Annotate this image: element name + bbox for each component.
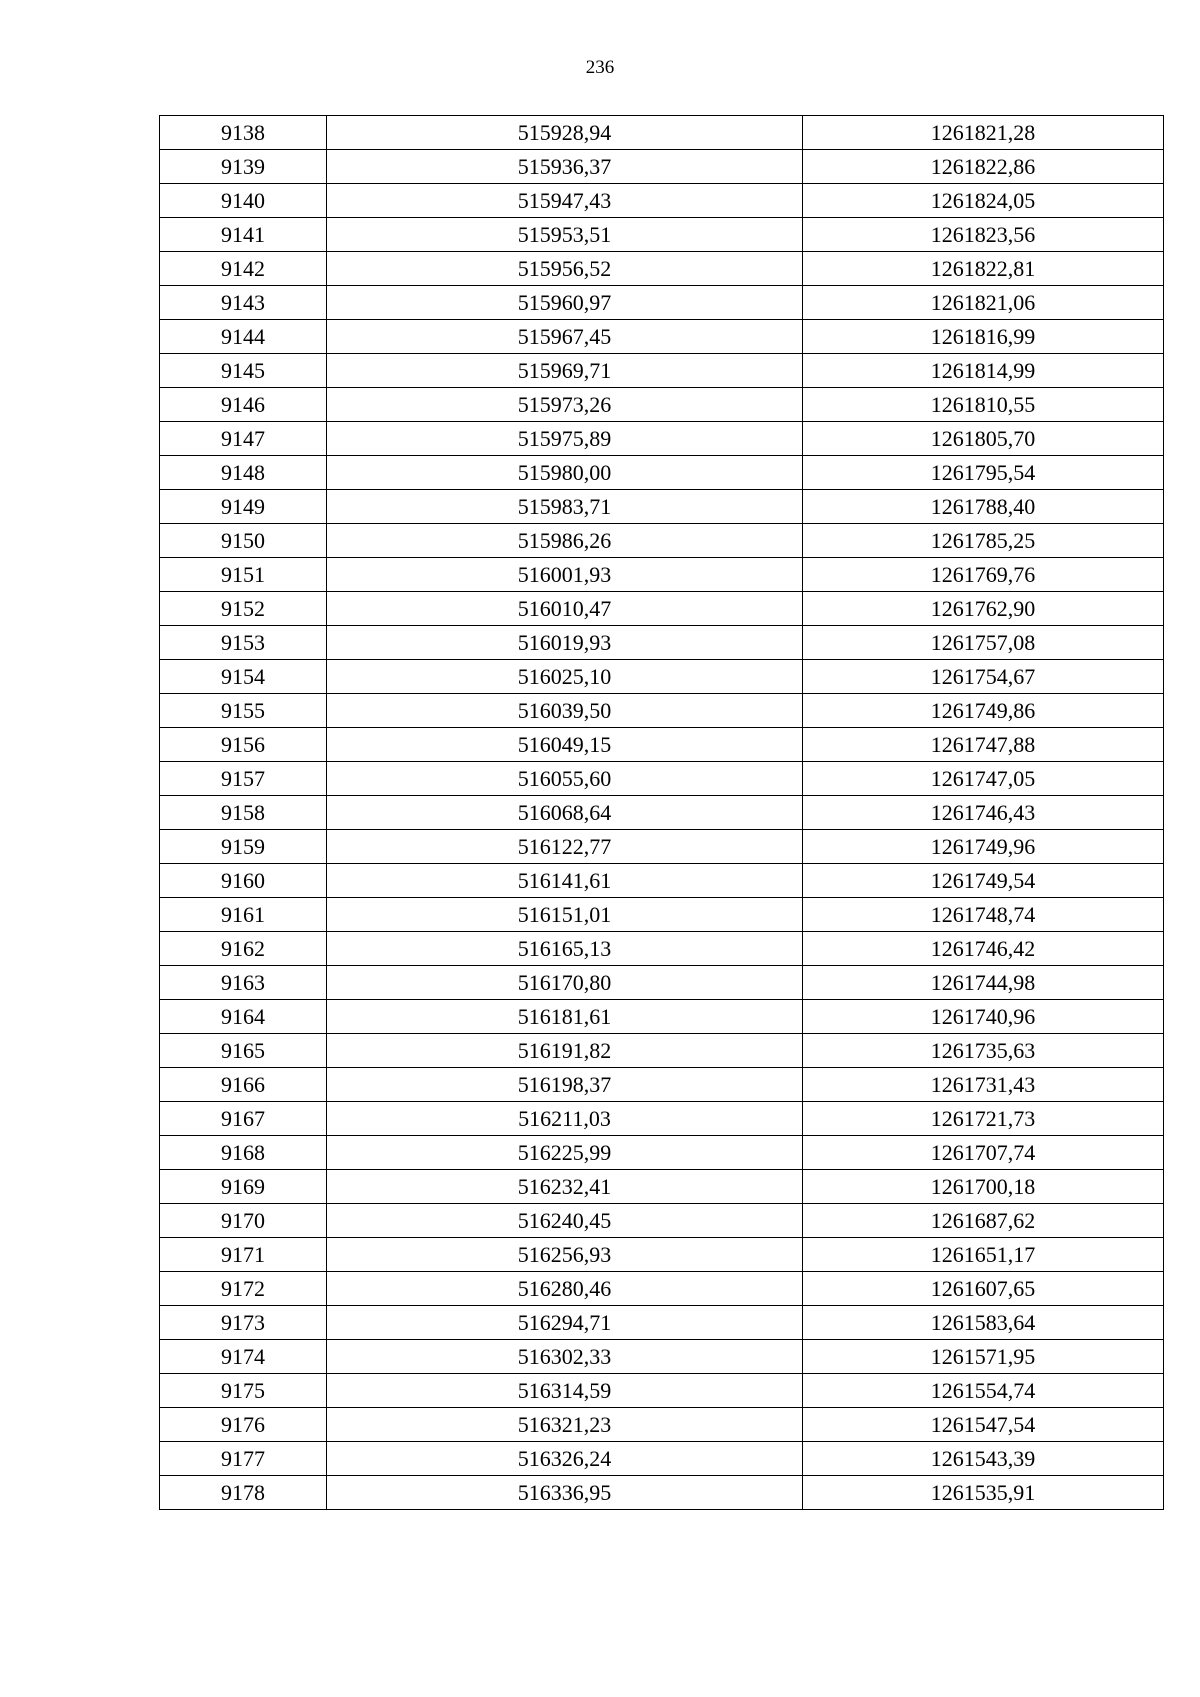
table-row bbox=[160, 218, 1164, 252]
y-coordinate-cell: 1261762,90 bbox=[803, 592, 1164, 626]
point-number-cell: 9143 bbox=[160, 286, 327, 320]
point-number-cell: 9153 bbox=[160, 626, 327, 660]
table-row bbox=[160, 728, 1164, 762]
table-row bbox=[160, 1442, 1164, 1476]
point-number-cell: 9158 bbox=[160, 796, 327, 830]
point-number-cell: 9160 bbox=[160, 864, 327, 898]
point-number-cell: 9164 bbox=[160, 1000, 327, 1034]
y-coordinate-cell: 1261744,98 bbox=[803, 966, 1164, 1000]
table-row bbox=[160, 1476, 1164, 1510]
y-coordinate-cell: 1261700,18 bbox=[803, 1170, 1164, 1204]
x-coordinate-cell: 516256,93 bbox=[327, 1238, 803, 1272]
table-row bbox=[160, 1340, 1164, 1374]
point-number-cell: 9159 bbox=[160, 830, 327, 864]
x-coordinate-cell: 516010,47 bbox=[327, 592, 803, 626]
table-row bbox=[160, 830, 1164, 864]
y-coordinate-cell: 1261821,06 bbox=[803, 286, 1164, 320]
y-coordinate-cell: 1261707,74 bbox=[803, 1136, 1164, 1170]
x-coordinate-cell: 515980,00 bbox=[327, 456, 803, 490]
x-coordinate-cell: 516198,37 bbox=[327, 1068, 803, 1102]
y-coordinate-cell: 1261749,96 bbox=[803, 830, 1164, 864]
x-coordinate-cell: 516165,13 bbox=[327, 932, 803, 966]
point-number-cell: 9144 bbox=[160, 320, 327, 354]
point-number-cell: 9152 bbox=[160, 592, 327, 626]
table-row bbox=[160, 762, 1164, 796]
point-number-cell: 9177 bbox=[160, 1442, 327, 1476]
table-row bbox=[160, 592, 1164, 626]
table-row bbox=[160, 898, 1164, 932]
point-number-cell: 9166 bbox=[160, 1068, 327, 1102]
point-number-cell: 9176 bbox=[160, 1408, 327, 1442]
table-row bbox=[160, 456, 1164, 490]
table-row bbox=[160, 966, 1164, 1000]
page-number: 236 bbox=[585, 57, 615, 78]
point-number-cell: 9147 bbox=[160, 422, 327, 456]
point-number-cell: 9149 bbox=[160, 490, 327, 524]
y-coordinate-cell: 1261543,39 bbox=[803, 1442, 1164, 1476]
x-coordinate-cell: 515956,52 bbox=[327, 252, 803, 286]
table-row bbox=[160, 1034, 1164, 1068]
x-coordinate-cell: 515983,71 bbox=[327, 490, 803, 524]
point-number-cell: 9171 bbox=[160, 1238, 327, 1272]
y-coordinate-cell: 1261823,56 bbox=[803, 218, 1164, 252]
point-number-cell: 9161 bbox=[160, 898, 327, 932]
y-coordinate-cell: 1261822,81 bbox=[803, 252, 1164, 286]
y-coordinate-cell: 1261824,05 bbox=[803, 184, 1164, 218]
y-coordinate-cell: 1261583,64 bbox=[803, 1306, 1164, 1340]
table-row bbox=[160, 1272, 1164, 1306]
x-coordinate-cell: 516336,95 bbox=[327, 1476, 803, 1510]
y-coordinate-cell: 1261746,42 bbox=[803, 932, 1164, 966]
point-number-cell: 9172 bbox=[160, 1272, 327, 1306]
table-row bbox=[160, 354, 1164, 388]
x-coordinate-cell: 516068,64 bbox=[327, 796, 803, 830]
point-number-cell: 9155 bbox=[160, 694, 327, 728]
point-number-cell: 9140 bbox=[160, 184, 327, 218]
point-number-cell: 9169 bbox=[160, 1170, 327, 1204]
x-coordinate-cell: 516326,24 bbox=[327, 1442, 803, 1476]
point-number-cell: 9167 bbox=[160, 1102, 327, 1136]
table-row bbox=[160, 694, 1164, 728]
point-number-cell: 9138 bbox=[160, 116, 327, 150]
x-coordinate-cell: 515928,94 bbox=[327, 116, 803, 150]
y-coordinate-cell: 1261795,54 bbox=[803, 456, 1164, 490]
point-number-cell: 9148 bbox=[160, 456, 327, 490]
y-coordinate-cell: 1261535,91 bbox=[803, 1476, 1164, 1510]
table-row bbox=[160, 320, 1164, 354]
table-row bbox=[160, 252, 1164, 286]
x-coordinate-cell: 516240,45 bbox=[327, 1204, 803, 1238]
table-row bbox=[160, 1068, 1164, 1102]
x-coordinate-cell: 516039,50 bbox=[327, 694, 803, 728]
coordinates-table-body bbox=[160, 116, 1164, 1510]
table-row bbox=[160, 1408, 1164, 1442]
x-coordinate-cell: 516122,77 bbox=[327, 830, 803, 864]
y-coordinate-cell: 1261747,88 bbox=[803, 728, 1164, 762]
table-row bbox=[160, 864, 1164, 898]
y-coordinate-cell: 1261721,73 bbox=[803, 1102, 1164, 1136]
point-number-cell: 9154 bbox=[160, 660, 327, 694]
point-number-cell: 9150 bbox=[160, 524, 327, 558]
table-row bbox=[160, 116, 1164, 150]
y-coordinate-cell: 1261749,54 bbox=[803, 864, 1164, 898]
y-coordinate-cell: 1261731,43 bbox=[803, 1068, 1164, 1102]
x-coordinate-cell: 515953,51 bbox=[327, 218, 803, 252]
y-coordinate-cell: 1261814,99 bbox=[803, 354, 1164, 388]
point-number-cell: 9174 bbox=[160, 1340, 327, 1374]
y-coordinate-cell: 1261757,08 bbox=[803, 626, 1164, 660]
x-coordinate-cell: 516280,46 bbox=[327, 1272, 803, 1306]
x-coordinate-cell: 516049,15 bbox=[327, 728, 803, 762]
x-coordinate-cell: 516055,60 bbox=[327, 762, 803, 796]
point-number-cell: 9162 bbox=[160, 932, 327, 966]
x-coordinate-cell: 515936,37 bbox=[327, 150, 803, 184]
x-coordinate-cell: 515975,89 bbox=[327, 422, 803, 456]
point-number-cell: 9175 bbox=[160, 1374, 327, 1408]
y-coordinate-cell: 1261740,96 bbox=[803, 1000, 1164, 1034]
x-coordinate-cell: 515967,45 bbox=[327, 320, 803, 354]
point-number-cell: 9170 bbox=[160, 1204, 327, 1238]
table-row bbox=[160, 1000, 1164, 1034]
y-coordinate-cell: 1261788,40 bbox=[803, 490, 1164, 524]
coordinates-table bbox=[159, 115, 1164, 1510]
point-number-cell: 9156 bbox=[160, 728, 327, 762]
x-coordinate-cell: 516232,41 bbox=[327, 1170, 803, 1204]
x-coordinate-cell: 516025,10 bbox=[327, 660, 803, 694]
y-coordinate-cell: 1261735,63 bbox=[803, 1034, 1164, 1068]
y-coordinate-cell: 1261607,65 bbox=[803, 1272, 1164, 1306]
table-row bbox=[160, 286, 1164, 320]
table-row bbox=[160, 1374, 1164, 1408]
point-number-cell: 9165 bbox=[160, 1034, 327, 1068]
table-row bbox=[160, 184, 1164, 218]
point-number-cell: 9157 bbox=[160, 762, 327, 796]
table-row bbox=[160, 150, 1164, 184]
y-coordinate-cell: 1261571,95 bbox=[803, 1340, 1164, 1374]
x-coordinate-cell: 515960,97 bbox=[327, 286, 803, 320]
x-coordinate-cell: 516019,93 bbox=[327, 626, 803, 660]
x-coordinate-cell: 515973,26 bbox=[327, 388, 803, 422]
point-number-cell: 9151 bbox=[160, 558, 327, 592]
table-row bbox=[160, 388, 1164, 422]
point-number-cell: 9146 bbox=[160, 388, 327, 422]
x-coordinate-cell: 516141,61 bbox=[327, 864, 803, 898]
table-row bbox=[160, 932, 1164, 966]
y-coordinate-cell: 1261748,74 bbox=[803, 898, 1164, 932]
y-coordinate-cell: 1261821,28 bbox=[803, 116, 1164, 150]
point-number-cell: 9163 bbox=[160, 966, 327, 1000]
point-number-cell: 9141 bbox=[160, 218, 327, 252]
y-coordinate-cell: 1261747,05 bbox=[803, 762, 1164, 796]
x-coordinate-cell: 516151,01 bbox=[327, 898, 803, 932]
point-number-cell: 9145 bbox=[160, 354, 327, 388]
table-row bbox=[160, 1306, 1164, 1340]
x-coordinate-cell: 515986,26 bbox=[327, 524, 803, 558]
point-number-cell: 9173 bbox=[160, 1306, 327, 1340]
x-coordinate-cell: 516225,99 bbox=[327, 1136, 803, 1170]
y-coordinate-cell: 1261822,86 bbox=[803, 150, 1164, 184]
table-row bbox=[160, 796, 1164, 830]
x-coordinate-cell: 515969,71 bbox=[327, 354, 803, 388]
table-row bbox=[160, 1102, 1164, 1136]
table-row bbox=[160, 490, 1164, 524]
point-number-cell: 9168 bbox=[160, 1136, 327, 1170]
table-row bbox=[160, 1238, 1164, 1272]
y-coordinate-cell: 1261547,54 bbox=[803, 1408, 1164, 1442]
table-row bbox=[160, 1170, 1164, 1204]
x-coordinate-cell: 516314,59 bbox=[327, 1374, 803, 1408]
table-row bbox=[160, 1136, 1164, 1170]
table-row bbox=[160, 1204, 1164, 1238]
x-coordinate-cell: 516191,82 bbox=[327, 1034, 803, 1068]
x-coordinate-cell: 516170,80 bbox=[327, 966, 803, 1000]
point-number-cell: 9142 bbox=[160, 252, 327, 286]
y-coordinate-cell: 1261651,17 bbox=[803, 1238, 1164, 1272]
y-coordinate-cell: 1261749,86 bbox=[803, 694, 1164, 728]
x-coordinate-cell: 516294,71 bbox=[327, 1306, 803, 1340]
x-coordinate-cell: 516181,61 bbox=[327, 1000, 803, 1034]
x-coordinate-cell: 516321,23 bbox=[327, 1408, 803, 1442]
y-coordinate-cell: 1261554,74 bbox=[803, 1374, 1164, 1408]
point-number-cell: 9139 bbox=[160, 150, 327, 184]
table-row bbox=[160, 626, 1164, 660]
table-row bbox=[160, 660, 1164, 694]
point-number-cell: 9178 bbox=[160, 1476, 327, 1510]
x-coordinate-cell: 516302,33 bbox=[327, 1340, 803, 1374]
y-coordinate-cell: 1261805,70 bbox=[803, 422, 1164, 456]
x-coordinate-cell: 515947,43 bbox=[327, 184, 803, 218]
table-row bbox=[160, 422, 1164, 456]
table-row bbox=[160, 524, 1164, 558]
x-coordinate-cell: 516001,93 bbox=[327, 558, 803, 592]
y-coordinate-cell: 1261687,62 bbox=[803, 1204, 1164, 1238]
x-coordinate-cell: 516211,03 bbox=[327, 1102, 803, 1136]
y-coordinate-cell: 1261769,76 bbox=[803, 558, 1164, 592]
y-coordinate-cell: 1261810,55 bbox=[803, 388, 1164, 422]
y-coordinate-cell: 1261785,25 bbox=[803, 524, 1164, 558]
y-coordinate-cell: 1261754,67 bbox=[803, 660, 1164, 694]
y-coordinate-cell: 1261816,99 bbox=[803, 320, 1164, 354]
y-coordinate-cell: 1261746,43 bbox=[803, 796, 1164, 830]
table-row bbox=[160, 558, 1164, 592]
